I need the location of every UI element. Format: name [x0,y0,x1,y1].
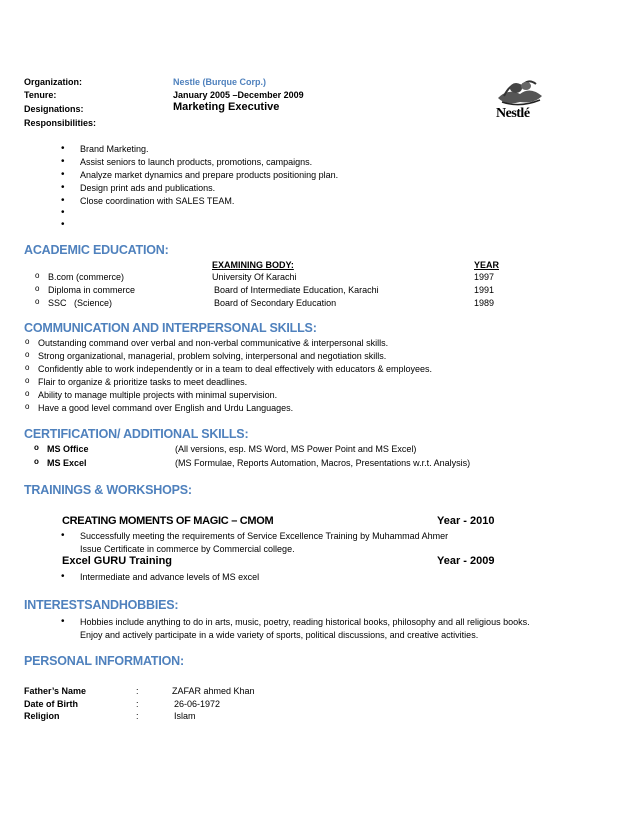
responsibilities-label: Responsibilities: [24,118,97,128]
tenure-value: January 2005 –December 2009 [173,90,304,100]
education-degree: o SSC (Science) [48,298,112,308]
section-title-certification: CERTIFICATION/ ADDITIONAL SKILLS: [24,427,249,441]
examining-body-header: EXAMINING BODY: [212,260,294,270]
training-bullet: • Intermediate and advance levels of MS excel [80,572,259,582]
education-degree: o B.com (commerce) [48,272,124,282]
designation-value: Marketing Executive [173,101,280,113]
responsibility-item: • Brand Marketing. [80,144,149,154]
skill-item: o Strong organizational, managerial, problem solving, interpersonal and negotiation skills. [38,351,386,361]
section-title-trainings: TRAININGS & WORKSHOPS: [24,483,192,497]
personal-label: Religion [24,711,60,721]
personal-separator: : [136,711,139,721]
skill-item: o Confidently able to work independently or in a team to deal effectively with educators & employees. [38,364,432,374]
skill-item: o Flair to organize & prioritize tasks to meet deadlines. [38,377,247,387]
logo-wordmark: Nestlé [496,106,530,121]
personal-value: 26-06-1972 [174,699,221,709]
skill-item: o Have a good level command over English and Urdu Languages. [38,403,293,413]
certification-name: o MS Excel [47,458,87,468]
section-title-interests: INTERESTSANDHOBBIES: [24,598,179,612]
education-year: 1997 [474,272,495,282]
responsibility-item: • Analyze market dynamics and prepare products positioning plan. [80,170,338,180]
education-degree: o Diploma in commerce [48,285,135,295]
responsibility-item: • Assist seniors to launch products, promotions, campaigns. [80,157,312,167]
training-bullet-continued: Issue Certificate in commerce by Commercial college. [80,544,295,554]
tenure-label: Tenure: [24,90,57,100]
education-body: University Of Karachi [212,272,297,282]
training-name: Excel GURU Training [62,555,173,567]
section-title-education: ACADEMIC EDUCATION: [24,243,169,257]
year-header: YEAR [474,260,500,270]
skill-item: o Ability to manage multiple projects with minimal supervision. [38,390,277,400]
personal-value: ZAFAR ahmed Khan [172,686,255,696]
nest-birds-icon [494,74,546,108]
responsibility-item: • Design print ads and publications. [80,183,215,193]
personal-separator: : [136,686,139,696]
education-body: Board of Intermediate Education, Karachi [214,285,379,295]
personal-value: Islam [174,711,196,721]
personal-separator: : [136,699,139,709]
designation-label: Designations: [24,104,84,114]
personal-label: Father’s Name [24,686,87,696]
certification-name: o MS Office [47,444,89,454]
interest-item-continued: Enjoy and actively participate in a wide variety of sports, political discussions, and creative activities. [80,630,479,640]
training-name: CREATING MOMENTS OF MAGIC – CMOM [62,515,274,527]
personal-label: Date of Birth [24,699,78,709]
skill-item: o Outstanding command over verbal and non-verbal communicative & interpersonal skills. [38,338,388,348]
training-year: Year - 2009 [437,555,495,567]
certification-detail: (MS Formulae, Reports Automation, Macros, Presentations w.r.t. Analysis) [175,458,471,468]
certification-detail: (All versions, esp. MS Word, MS Power Point and MS Excel) [175,444,417,454]
education-body: Board of Secondary Education [214,298,337,308]
section-title-skills: COMMUNICATION AND INTERPERSONAL SKILLS: [24,321,317,335]
education-year: 1991 [474,285,495,295]
nestle-logo [494,74,546,122]
section-title-personal: PERSONAL INFORMATION: [24,654,184,668]
organization-label: Organization: [24,77,82,87]
education-year: 1989 [474,298,495,308]
training-year: Year - 2010 [437,515,495,527]
organization-value: Nestle (Burque Corp.) [173,77,267,87]
interest-item: • Hobbies include anything to do in arts, music, poetry, reading historical books, philosophy and all religious books. [80,617,530,627]
responsibility-item: • Close coordination with SALES TEAM. [80,196,234,206]
training-bullet: • Successfully meeting the requirements of Service Excellence Training by Muhammad Ahmer [80,531,448,541]
